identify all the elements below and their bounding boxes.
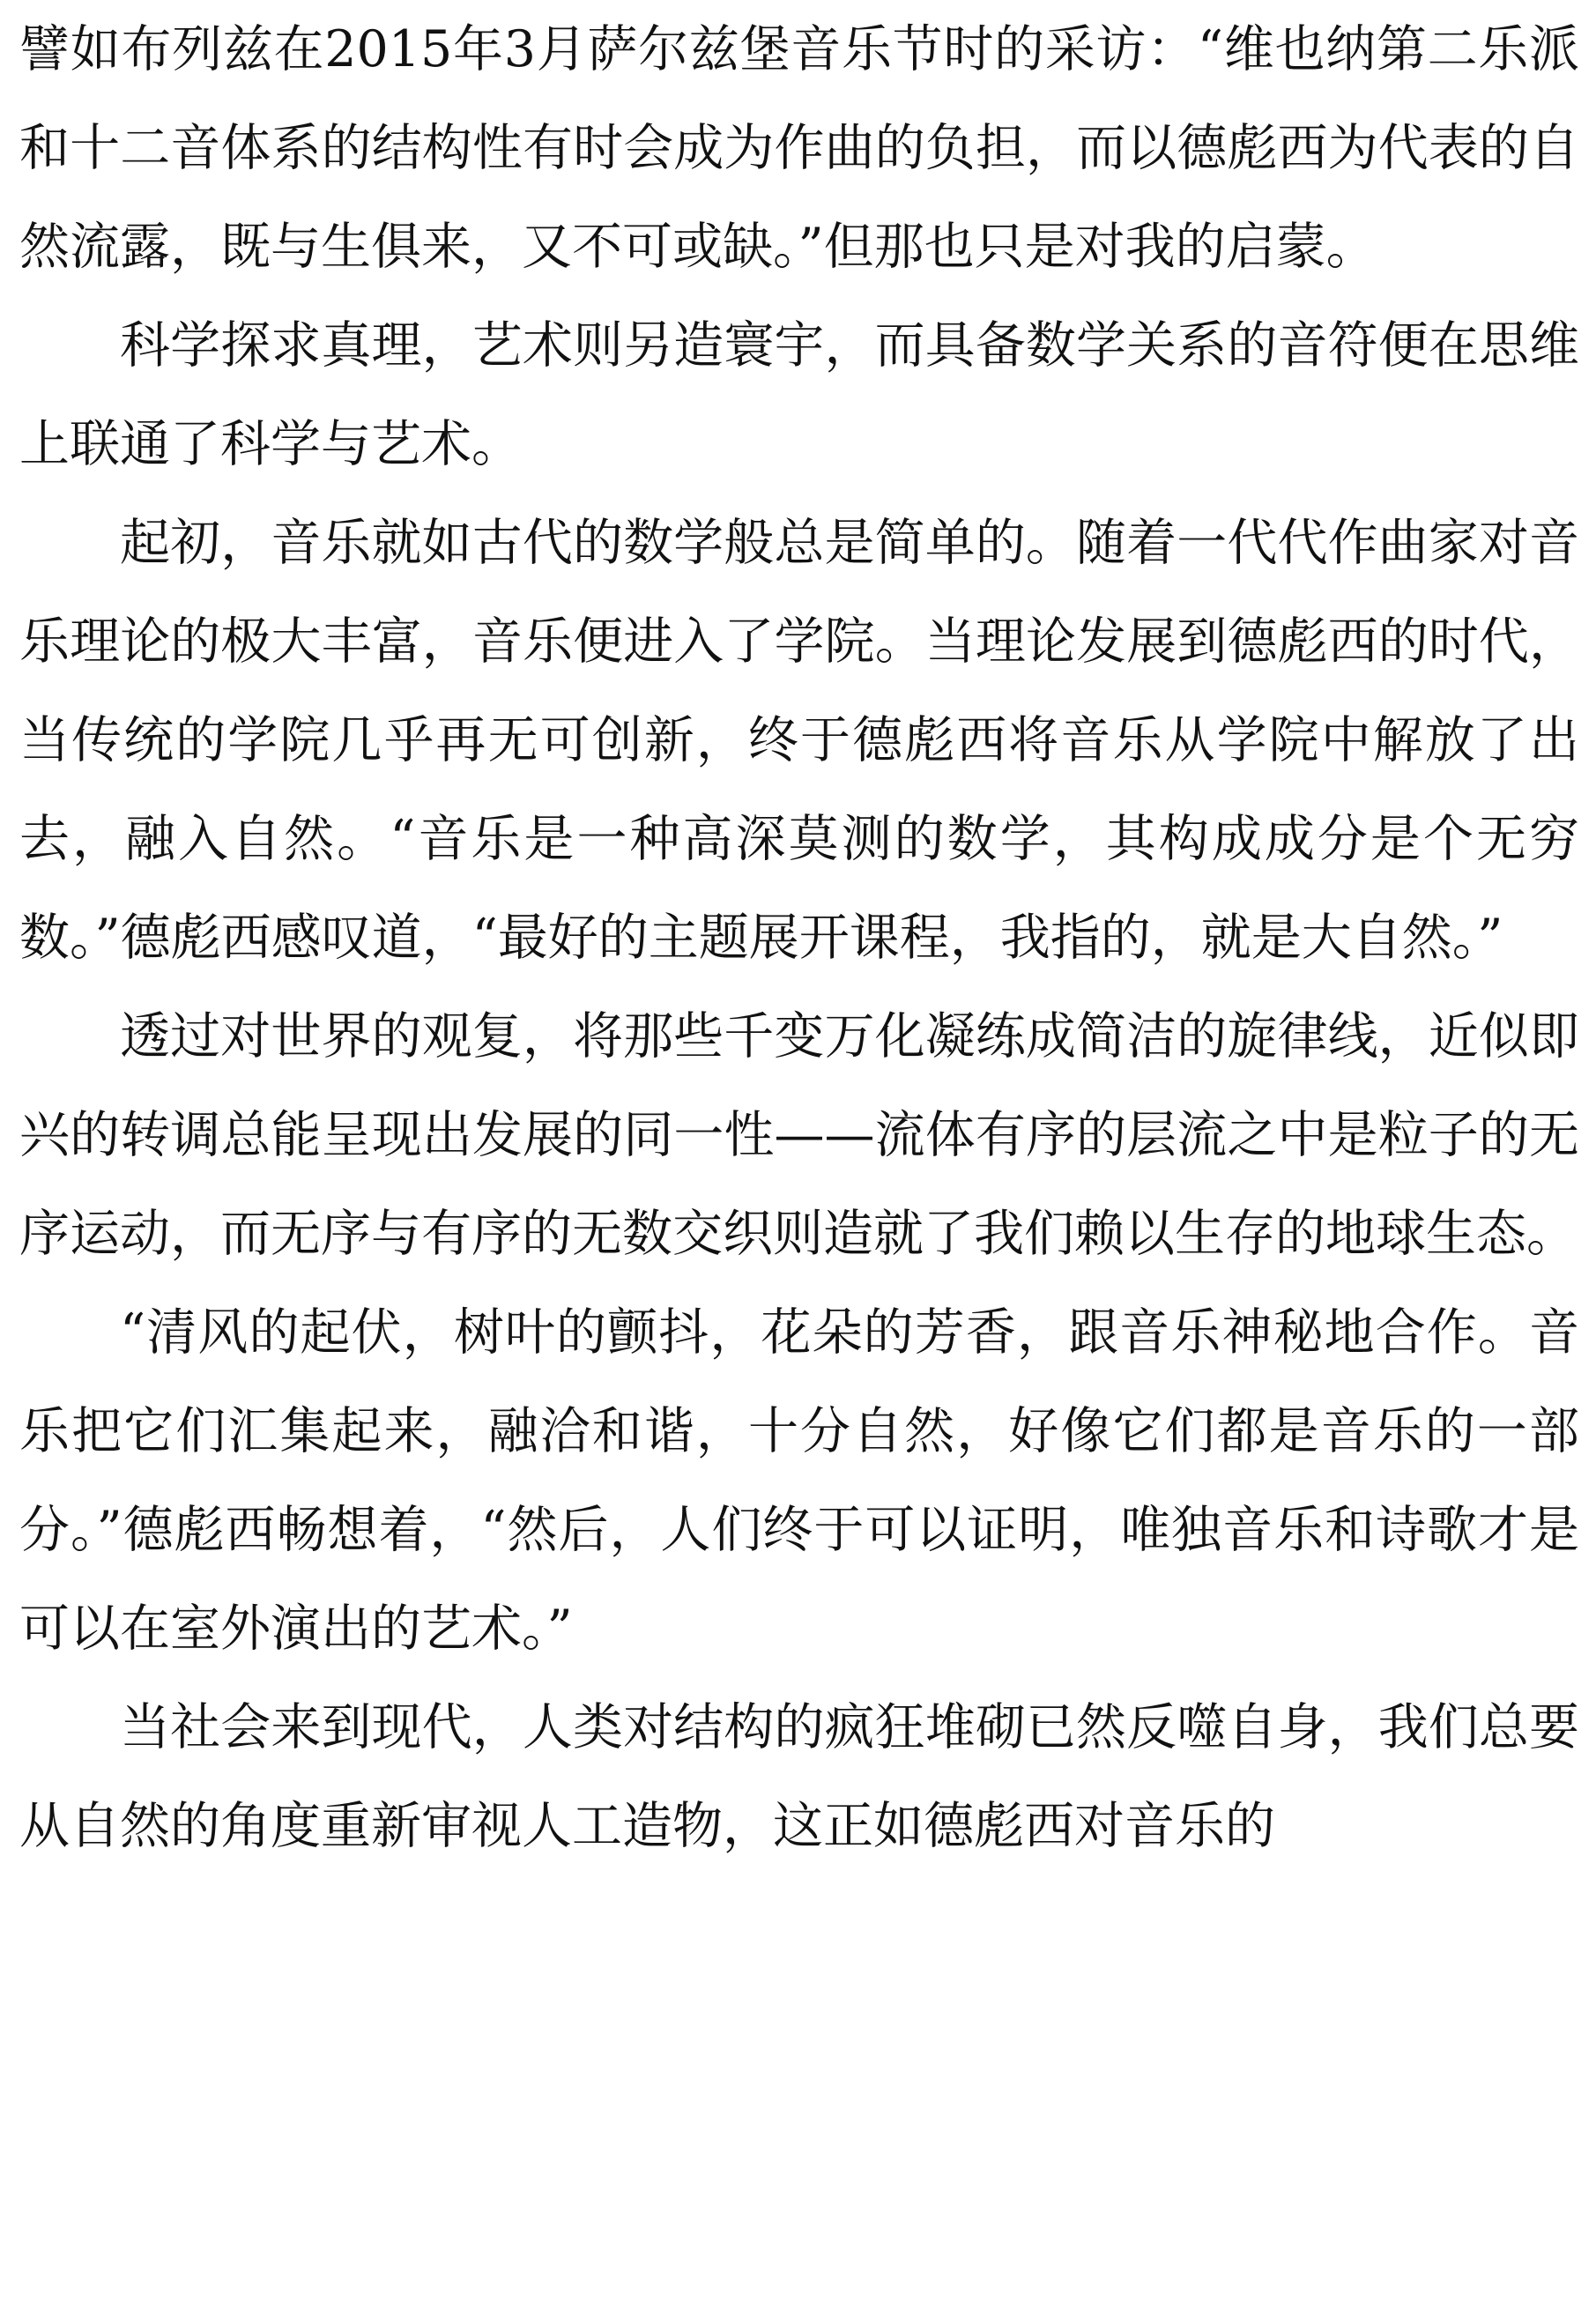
paragraph-debussy-nature: 起初，音乐就如古代的数学般总是简单的。随着一代代作曲家对音乐理论的极大丰富，音乐便进入了学院。当理论发展到德彪西的时代，当传统的学院几乎再无可创新，终于德彪西将音乐从学院中解放了出去，融入自然。“音乐是一种高深莫测的数学，其构成成分是个无穷数。”德彪西感叹道，“最好的主题展开课程，我指的，就是大自然。” xyxy=(19,514,1579,967)
paragraph-outdoor-art: “清风的起伏，树叶的颤抖，花朵的芳香，跟音乐神秘地合作。音乐把它们汇集起来，融洽和谐，十分自然，好像它们都是音乐的一部分。”德彪西畅想着，“然后，人们终于可以证明，唯独音乐和诗歌才是可以在室外演出的艺术。” xyxy=(19,1303,1579,1658)
paragraph-modern-society: 当社会来到现代，人类对结构的疯狂堆砌已然反噬自身，我们总要从自然的角度重新审视人工造物，这正如德彪西对音乐的 xyxy=(19,1698,1579,1855)
paragraph-boulez-interview: 譬如布列兹在2015年3月萨尔兹堡音乐节时的采访：“维也纳第二乐派和十二音体系的结构性有时会成为作曲的负担，而以德彪西为代表的自然流露，既与生俱来，又不可或缺。”但那也只是对我的启蒙。 xyxy=(19,20,1579,276)
paragraph-order-disorder: 透过对世界的观复，将那些千变万化凝练成简洁的旋律线，近似即兴的转调总能呈现出发展的同一性——流体有序的层流之中是粒子的无序运动，而无序与有序的无数交织则造就了我们赖以生存的地球生态。 xyxy=(19,1007,1579,1263)
document-page xyxy=(19,0,1579,1875)
paragraph-science-art: 科学探求真理，艺术则另造寰宇，而具备数学关系的音符便在思维上联通了科学与艺术。 xyxy=(19,316,1579,473)
